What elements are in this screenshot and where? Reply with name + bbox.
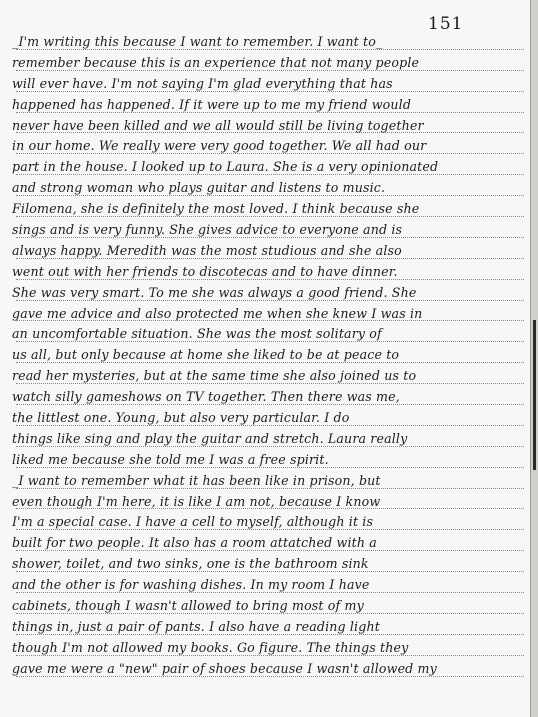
text-line <box>12 659 530 680</box>
text-line-content: She was very smart. To me she was always a good friend. She <box>12 284 417 300</box>
text-line-content: went out with her friends to discotecas and to have dinner. <box>12 263 398 279</box>
text-line-content: read her mysteries, but at the same time she also joined us to <box>12 368 417 384</box>
text-line <box>12 345 530 366</box>
text-line <box>12 283 530 304</box>
text-line <box>12 450 530 471</box>
page-number: 151 <box>428 14 464 34</box>
text-line <box>12 199 530 220</box>
text-line-content: will ever have. I'm not saying I'm glad everything that has <box>12 75 393 91</box>
text-line-content: though I'm not allowed my books. Go figure. The things they <box>12 639 409 655</box>
text-line-content: Filomena, she is definitely the most loved. I think because she <box>12 201 420 217</box>
text-line-content: watch silly gameshows on TV together. Then there was me, <box>12 389 400 405</box>
text-line-content: things like sing and play the guitar and stretch. Laura really <box>12 430 408 446</box>
text-line <box>12 324 530 345</box>
text-line <box>12 617 530 638</box>
text-line <box>12 429 530 450</box>
text-line-content: I'm a special case. I have a cell to myself, although it is <box>12 514 374 530</box>
text-line <box>12 178 530 199</box>
page-edge-shadow <box>530 0 538 717</box>
text-line <box>12 32 530 53</box>
text-line <box>12 116 530 137</box>
text-line <box>12 95 530 116</box>
text-line-content: an uncomfortable situation. She was the most solitary of <box>12 326 382 342</box>
text-line <box>12 533 530 554</box>
text-line-content: shower, toilet, and two sinks, one is the bathroom sink <box>12 556 369 572</box>
text-line <box>12 304 530 325</box>
text-line-content: things in, just a pair of pants. I also have a reading light <box>12 618 380 634</box>
text-line <box>12 471 530 492</box>
text-line-content: _I want to remember what it has been like in prison, but <box>12 472 381 488</box>
text-line-content: even though I'm here, it is like I am not, because I know <box>12 493 381 509</box>
text-line <box>12 575 530 596</box>
text-line <box>12 492 530 513</box>
text-line-content: part in the house. I looked up to Laura. She is a very opinionated <box>12 159 439 175</box>
text-line-content: liked me because she told me I was a free spirit. <box>12 451 329 467</box>
text-line-content: sings and is very funny. She gives advice to everyone and is <box>12 222 403 238</box>
text-line-content: in our home. We really were very good together. We all had our <box>12 138 427 154</box>
text-line <box>12 220 530 241</box>
text-line-content: happened has happened. If it were up to me my friend would <box>12 96 412 112</box>
text-line <box>12 554 530 575</box>
text-line-content: gave me advice and also protected me when she knew I was in <box>12 305 423 321</box>
text-line <box>12 596 530 617</box>
text-line-content: remember because this is an experience that not many people <box>12 54 420 70</box>
text-line-content: and strong woman who plays guitar and listens to music. <box>12 180 386 196</box>
text-line <box>12 262 530 283</box>
text-line <box>12 74 530 95</box>
text-line <box>12 408 530 429</box>
text-line-content: cabinets, though I wasn't allowed to bring most of my <box>12 598 364 614</box>
text-line <box>12 53 530 74</box>
text-line <box>12 136 530 157</box>
handwritten-text-body <box>12 32 530 680</box>
text-line-content: gave me were a "new" pair of shoes because I wasn't allowed my <box>12 660 437 676</box>
text-line-content: always happy. Meredith was the most studious and she also <box>12 242 402 258</box>
text-line-content: built for two people. It also has a room attatched with a <box>12 535 377 551</box>
text-line-content: _I'm writing this because I want to remember. I want to_ <box>12 34 383 49</box>
text-line-content: us all, but only because at home she liked to be at peace to <box>12 347 400 363</box>
text-line <box>12 387 530 408</box>
text-line <box>12 638 530 659</box>
text-line <box>12 512 530 533</box>
text-line <box>12 157 530 178</box>
text-line <box>12 241 530 262</box>
text-line-content: and the other is for washing dishes. In my room I have <box>12 577 370 593</box>
text-line-content: the littlest one. Young, but also very particular. I do <box>12 410 350 426</box>
text-line-content: never have been killed and we all would still be living together <box>12 117 424 133</box>
text-line <box>12 366 530 387</box>
